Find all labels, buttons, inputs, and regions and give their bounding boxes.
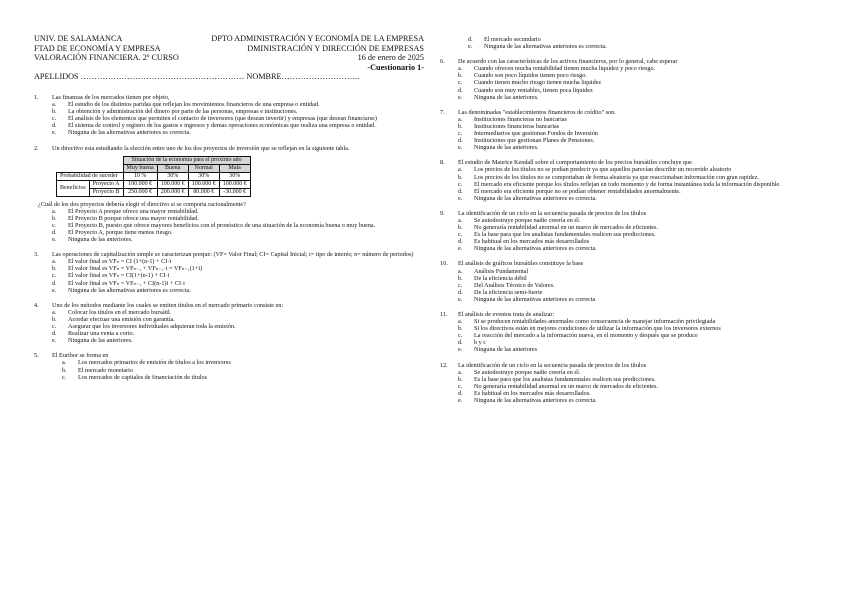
- option-letter: d.: [458, 339, 463, 347]
- option-letter: c.: [458, 231, 463, 239]
- university-name: UNIV. DE SALAMANCA: [34, 34, 123, 43]
- answer-option: [458, 224, 835, 231]
- options-list-q8: [440, 166, 835, 201]
- answer-option: [458, 94, 835, 101]
- table-cell: 30%: [188, 172, 219, 180]
- answer-option: [458, 346, 835, 353]
- question-stem: [440, 362, 835, 369]
- option-text: El valor final es VFₙ = CI (1+(n-1) + CI·i: [68, 258, 172, 266]
- option-text: Ninguna de las alternativas anteriores es correcta: [474, 295, 596, 303]
- option-text: Cuando son poco líquidos tienen poco riesgo.: [474, 72, 587, 80]
- question-stem: [440, 159, 835, 166]
- option-text: Del Análisis Técnico de Valores.: [474, 281, 555, 289]
- option-text: La obtención y administración del dinero por parte de las personas, empresas e instituciones.: [68, 108, 298, 116]
- option-letter: a.: [52, 258, 57, 266]
- course-name: VALORACIÓN FINANCIERA. 2º CURSO: [34, 53, 179, 63]
- option-letter: e.: [458, 93, 463, 101]
- option-text: Los precios de los títulos no se podían predecir ya que aquellos parecían describir un recorrido aleatorio: [474, 166, 732, 174]
- question-text: Un directivo esta estudiando la elección entre uno de los dos proyectos de inversión que se reflejan en la siguiente tabla.: [52, 144, 350, 152]
- question-number: 9.: [440, 209, 445, 217]
- table-row-label: Probabilidad de suceder: [57, 172, 124, 180]
- answer-option: [458, 174, 835, 181]
- question-stem: [34, 94, 424, 101]
- option-letter: e.: [458, 245, 463, 253]
- option-text: El Proyecto B, puesto que ofrece mayores beneficios con el pronóstico de una situación de la economía buena o muy buena.: [68, 221, 376, 229]
- option-letter: a.: [458, 368, 463, 376]
- options-list-q2: [34, 208, 424, 243]
- option-text: Ninguna de las alternativas anteriores es correcta.: [474, 397, 597, 405]
- question-number: 4.: [34, 301, 39, 309]
- option-letter: c.: [458, 382, 463, 390]
- option-text: Los mercados primarios de emisión de títulos a los inversores: [78, 359, 231, 367]
- option-text: Es la base para que los analistas fundamentales realicen sus predicciones.: [474, 375, 656, 383]
- question-text: Las finanzas de los mercados tienen por objeto,: [52, 93, 170, 101]
- option-letter: d.: [458, 137, 463, 145]
- option-letter: d.: [458, 389, 463, 397]
- option-letter: b.: [458, 274, 463, 282]
- option-letter: e.: [458, 397, 463, 405]
- answer-option: [458, 318, 835, 325]
- options-list-q6: [440, 65, 835, 100]
- answer-option: [458, 72, 835, 79]
- option-letter: a.: [458, 267, 463, 275]
- table-cell: 100.000 €: [123, 180, 157, 188]
- option-letter: d.: [458, 288, 463, 296]
- answer-option: [52, 258, 424, 265]
- option-letter: e.: [468, 43, 473, 51]
- option-letter: d.: [458, 187, 463, 195]
- header-row-2: [34, 44, 424, 54]
- answer-option: [52, 108, 424, 115]
- option-letter: a.: [458, 65, 463, 73]
- option-letter: c.: [52, 115, 57, 123]
- exam-subtitle: -Cuestionario 1-: [367, 62, 424, 72]
- answer-option: [62, 359, 424, 366]
- question-number: 5.: [34, 352, 39, 360]
- question-number: 11.: [440, 311, 448, 318]
- option-letter: d.: [458, 86, 463, 94]
- option-text: Colocar los títulos en el mercado bursátil.: [68, 308, 172, 316]
- option-text: Ninguna de las alternativas anteriores es correcta.: [484, 43, 607, 51]
- option-text: Ninguna de las anteriores.: [474, 144, 539, 152]
- option-letter: d.: [468, 36, 473, 43]
- department-name: DPTO ADMINISTRACIÓN Y ECONOMÍA DE LA EMPRESA: [211, 34, 424, 43]
- option-text: Instituciones financieras no bancarias: [474, 115, 567, 123]
- question-number: 1.: [34, 93, 39, 101]
- table-cell: [89, 164, 123, 172]
- options-list-q1: [34, 101, 424, 136]
- option-letter: e.: [52, 236, 57, 244]
- name-fields: APELLIDOS …………………………………………………… NOMBRE………………………..: [34, 72, 360, 82]
- option-text: Ninguna de las anteriores.: [68, 236, 133, 244]
- option-text: b y c: [474, 339, 487, 347]
- option-text: Análisis Fundamental: [474, 267, 529, 275]
- answer-option: [458, 195, 835, 202]
- left-column: [34, 34, 424, 381]
- answer-option: [458, 65, 835, 72]
- question-number: 10.: [440, 260, 448, 268]
- question-number: 7.: [440, 108, 445, 116]
- table-cell: 30%: [219, 172, 250, 180]
- header-row-3: [34, 53, 424, 63]
- option-letter: b.: [52, 108, 57, 116]
- option-text: La reacción del mercado a la información nueva, en el momento y después que se produce: [474, 332, 698, 340]
- question-stem: [34, 145, 424, 152]
- options-list-q11: [440, 318, 835, 353]
- option-text: Es la base para que los analistas fundamentales realicen sus predicciones.: [474, 231, 656, 239]
- option-letter: e.: [458, 295, 463, 303]
- option-letter: b.: [52, 265, 57, 273]
- answer-option: [468, 36, 835, 43]
- option-text: Cuando son muy rentables, tienen poca liquidez: [474, 86, 593, 94]
- option-letter: b.: [62, 366, 67, 374]
- question-stem: [440, 260, 835, 267]
- table-column-header: Muy buena: [123, 164, 157, 172]
- answer-option: [458, 275, 835, 282]
- option-text: El mercado secundario: [484, 36, 541, 43]
- answer-option: [52, 101, 424, 108]
- table-cell: 30%: [157, 172, 188, 180]
- answer-option: [458, 166, 835, 173]
- table-column-header: Normal: [188, 164, 219, 172]
- option-letter: c.: [458, 180, 463, 188]
- option-text: De la eficiencia débil: [474, 274, 527, 282]
- option-text: Es habitual en los mercados más desarrollados.: [474, 389, 591, 397]
- option-letter: e.: [458, 194, 463, 202]
- faculty-name: FTAD DE ECONOMÍA Y EMPRESA: [34, 43, 161, 53]
- option-text: Los mercados de capitales de financiación de títulos: [78, 373, 208, 381]
- option-letter: c.: [52, 221, 57, 229]
- answer-option: [52, 316, 424, 323]
- option-letter: c.: [52, 323, 57, 331]
- table-column-header: Mala: [219, 164, 250, 172]
- option-text: Ninguna de las alternativas anteriores es correcta.: [68, 129, 191, 137]
- answer-option: [458, 369, 835, 376]
- answer-option: [52, 309, 424, 316]
- answer-option: [52, 222, 424, 229]
- table-column-header: Buena: [157, 164, 188, 172]
- option-letter: a.: [52, 308, 57, 316]
- question-3: [34, 251, 424, 294]
- answer-option: [458, 123, 835, 130]
- table-row: [57, 164, 251, 172]
- answer-option: [458, 332, 835, 339]
- option-text: El valor final es VFₙ = VFₙ₋₁ + VFₙ₋₁·i = VFₙ₋₁(1+i): [68, 265, 203, 273]
- option-letter: b.: [458, 72, 463, 80]
- options-list-q9: [440, 217, 835, 252]
- option-letter: d.: [52, 229, 57, 236]
- option-text: El Proyecto A, porque tiene menos riesgo.: [68, 229, 173, 236]
- answer-option: [468, 43, 835, 50]
- answer-option: [458, 188, 835, 195]
- question-stem: [34, 302, 424, 309]
- question-4: [34, 302, 424, 345]
- question-text: Las operaciones de capitalización simple se caracterizan porque: (VF= Valor Final; CI= Capital Inicial; i= tipo de interés; n= número de periodos): [52, 251, 414, 259]
- question-stem: [440, 109, 835, 116]
- table-row: [57, 156, 251, 164]
- question-8: [440, 159, 835, 202]
- question-text: Uno de los métodos mediante los cuales se emiten títulos en el mercado primario consiste en:: [52, 301, 284, 309]
- option-letter: b.: [458, 224, 463, 232]
- option-text: Ninguna de las alternativas anteriores es correcta.: [474, 194, 597, 202]
- option-letter: d.: [52, 122, 57, 130]
- answer-option: [458, 245, 835, 252]
- table-row-label: Proyecto B: [89, 188, 123, 196]
- answer-option: [52, 215, 424, 222]
- option-text: Cuando tienen mucho riesgo tienen mucha liquidez: [474, 79, 602, 87]
- question-12: [440, 362, 835, 405]
- question-stem: [34, 352, 424, 359]
- answer-option: [52, 337, 424, 344]
- answer-option: [52, 122, 424, 129]
- option-letter: a.: [458, 166, 463, 174]
- question-text: El análisis de gráficos bursátiles constituye la base: [458, 260, 584, 268]
- option-letter: b.: [458, 325, 463, 333]
- answer-option: [52, 330, 424, 337]
- options-list-q5: [34, 359, 424, 380]
- table-header-situation: Situación de la economía para el próximo año: [123, 156, 250, 164]
- answer-option: [458, 397, 835, 404]
- option-text: Instituciones que gestionan Planes de Pensiones.: [474, 137, 595, 145]
- table-cell: 100.000 €: [157, 180, 188, 188]
- table-row-label: Proyecto A: [89, 180, 123, 188]
- answer-option: [458, 79, 835, 86]
- option-text: El mercado era eficiente porque los títulos reflejan en todo momento y de forma instantánea toda la información disponible.: [474, 180, 781, 188]
- option-letter: a.: [458, 115, 463, 123]
- answer-option: [458, 268, 835, 275]
- question-text: El análisis de eventos trata de analizar:: [458, 311, 555, 318]
- option-letter: a.: [52, 207, 57, 215]
- question-text: La identificación de un ciclo en la secuencia pasada de precios de los títulos: [458, 361, 647, 369]
- option-letter: a.: [458, 216, 463, 224]
- option-text: Ninguna de las alternativas anteriores es correcta.: [474, 245, 597, 253]
- option-letter: d.: [52, 279, 57, 287]
- answer-option: [52, 208, 424, 215]
- table-cell: 80.000 €: [188, 188, 219, 196]
- option-letter: d.: [52, 330, 57, 338]
- option-text: Los precios de los títulos no se comportaban de forma aleatoria ya que reaccionaban información con gran rapidez.: [474, 173, 759, 181]
- answer-option: [458, 376, 835, 383]
- exam-date: 16 de enero de 2025: [357, 53, 424, 63]
- header-row-4: [34, 63, 424, 73]
- answer-option: [458, 383, 835, 390]
- option-text: De la eficiencia semi-fuerte: [474, 288, 543, 296]
- table-cell: 100.000 €: [219, 180, 250, 188]
- table-cell: 250.000 €: [123, 188, 157, 196]
- option-text: El estudio de los distintos paridas que reflejan los movimientos financieros de una empresa o entidad.: [68, 101, 320, 109]
- options-list-q12: [440, 369, 835, 404]
- table-cell: [57, 164, 90, 172]
- area-name: DMINISTRACIÓN Y DIRECCIÓN DE EMPRESAS: [247, 43, 424, 53]
- question-text: El Euribor se forma en: [52, 352, 109, 360]
- option-text: Se autodestruye porque nadie creería en él.: [474, 216, 581, 224]
- option-text: Instituciones financieras bancarias: [474, 122, 560, 130]
- option-text: Acordar efectuar una emisión con garantía.: [68, 315, 175, 323]
- option-text: Realizar una venta a corto.: [68, 330, 135, 338]
- option-text: Es habitual en los mercados más desarrollados: [474, 238, 590, 246]
- option-text: El análisis de los elementos que permiten el contacto de inversores (que desean invertir) y empresas (que desean financiarse): [68, 115, 377, 123]
- table-cell: 10 %: [123, 172, 157, 180]
- option-text: Ninguna de las anteriores: [474, 346, 538, 354]
- option-letter: b.: [52, 315, 57, 323]
- option-letter: d.: [458, 238, 463, 246]
- answer-option: [458, 130, 835, 137]
- question-9: [440, 210, 835, 253]
- question-number: 3.: [34, 251, 39, 259]
- option-letter: c.: [458, 332, 463, 340]
- option-text: Ninguna de las alternativas anteriores es correcta.: [68, 286, 191, 294]
- option-letter: e.: [52, 337, 57, 345]
- table-cell: [57, 156, 90, 164]
- question-stem: [440, 311, 835, 318]
- question-6: [440, 58, 835, 101]
- options-list-q7: [440, 116, 835, 151]
- question-2: [34, 145, 424, 244]
- option-letter: a.: [52, 101, 57, 109]
- option-letter: b.: [458, 122, 463, 130]
- question-number: 6.: [440, 58, 445, 66]
- option-letter: c.: [458, 79, 463, 87]
- answer-option: [52, 280, 424, 287]
- option-text: Se autodestruye porque nadie creería en él.: [474, 368, 581, 376]
- answer-option: [458, 282, 835, 289]
- question-prompt: ¿Cuál de los dos proyectos debería elegir el directivo si se comporta racionalmente?: [38, 200, 246, 208]
- option-letter: a.: [458, 318, 463, 326]
- question-text: El estudio de Maurice Kendall sobre el comportamiento de los precios bursátiles concluye que: [458, 159, 692, 167]
- question-text: Las denominadas "establecimientos financieros de crédito" son.: [458, 108, 616, 116]
- answer-option: [458, 181, 835, 188]
- option-letter: c.: [458, 130, 463, 138]
- answer-option: [52, 265, 424, 272]
- option-text: El sistema de control y registro de los gastos e ingresos y demas operaciones económicas que realiza una empresa o entidad.: [68, 122, 376, 130]
- option-text: No generaría rentabilidad anormal en un marco de mercados de eficientes.: [474, 382, 658, 390]
- options-list-q3: [34, 258, 424, 293]
- answer-option: [458, 296, 835, 303]
- option-text: No generaría rentabilidad anormal en un marco de mercados de eficientes.: [474, 224, 658, 232]
- option-letter: c.: [458, 281, 463, 289]
- option-text: El valor final es VFₙ = VFₙ₋₁ + CI(n-1)i + CI·i: [68, 279, 185, 287]
- question-number: 12.: [440, 361, 448, 369]
- option-letter: e.: [52, 129, 57, 137]
- options-list-q5: [440, 36, 835, 50]
- table-cell: 100.000 €: [188, 180, 219, 188]
- answer-option: [458, 289, 835, 296]
- answer-option: [62, 367, 424, 374]
- option-text: Si se producen rentabilidades anormales como consecuencia de manejar información privilegiada: [474, 318, 716, 326]
- answer-option: [52, 323, 424, 330]
- option-letter: b.: [458, 375, 463, 383]
- answer-option: [52, 287, 424, 294]
- question-10: [440, 260, 835, 303]
- option-letter: e.: [52, 286, 57, 294]
- question-7: [440, 109, 835, 152]
- option-text: Si los directivos están en mejores condiciones de utilizar la información que los inversores externos: [474, 325, 721, 333]
- table-cell: 200.000 €: [157, 188, 188, 196]
- option-letter: c.: [52, 272, 57, 280]
- options-list-q4: [34, 309, 424, 344]
- answer-option: [52, 229, 424, 236]
- question-text: De acuerdo con las características de los activos financieros, por lo general, cabe esperar: [458, 58, 678, 66]
- question-5: [34, 352, 424, 380]
- option-letter: e.: [458, 346, 463, 354]
- table-row: [57, 180, 251, 188]
- option-text: El Proyecto A porque ofrece una mayor rentabilidad.: [68, 207, 199, 215]
- option-text: El valor final es VFₙ = CI(1+(n-1) + CI·i: [68, 272, 170, 280]
- answer-option: [52, 236, 424, 243]
- answer-option: [458, 325, 835, 332]
- option-letter: b.: [52, 214, 57, 222]
- option-text: El mercado monetario: [78, 366, 133, 374]
- option-letter: a.: [62, 359, 67, 367]
- option-letter: c.: [62, 373, 67, 381]
- question-stem: [440, 210, 835, 217]
- table-cell: -30.000 €: [219, 188, 250, 196]
- answer-option: [458, 217, 835, 224]
- answer-option: [458, 137, 835, 144]
- question-stem: [34, 251, 424, 258]
- option-text: El mercado era eficiente porque no se podían obtener rentabilidades anormalmente.: [474, 187, 681, 195]
- answer-option: [52, 115, 424, 122]
- answer-option: [458, 87, 835, 94]
- question-5-continued: [440, 36, 835, 50]
- option-letter: b.: [458, 173, 463, 181]
- answer-option: [52, 272, 424, 279]
- answer-option: [458, 339, 835, 346]
- option-text: Ninguna de las anteriores.: [474, 93, 539, 101]
- table-row: [57, 172, 251, 180]
- option-text: Cuando ofrecen mucha rentabilidad tienen mucha liquidez y poco riesgo.: [474, 65, 656, 73]
- table-row-label: Beneficios: [57, 180, 90, 196]
- question-stem: [440, 58, 835, 65]
- option-text: Intermediarios que gestionan Fondos de Inversión: [474, 130, 598, 138]
- answer-option: [458, 116, 835, 123]
- answer-option: [458, 390, 835, 397]
- question-1: [34, 94, 424, 137]
- right-column: [440, 36, 835, 404]
- economy-scenario-table: [56, 156, 251, 197]
- question-11: [440, 311, 835, 354]
- option-text: Asegurar que los inversores individuales adquieran toda la emisión.: [68, 323, 236, 331]
- answer-option: [52, 129, 424, 136]
- options-list-q10: [440, 268, 835, 303]
- option-text: Ninguna de las anteriores.: [68, 337, 133, 345]
- question-number: 8.: [440, 159, 445, 167]
- header-row-1: [34, 34, 424, 44]
- answer-option: [458, 238, 835, 245]
- option-text: El Proyecto B porque ofrece una mayor rentabilidad.: [68, 214, 199, 222]
- answer-option: [62, 374, 424, 381]
- answer-option: [458, 231, 835, 238]
- question-text: La identificación de un ciclo en la secuencia pasada de precios de los títulos: [458, 209, 647, 217]
- answer-option: [458, 144, 835, 151]
- table-cell: [89, 156, 123, 164]
- question-number: 2.: [34, 144, 39, 152]
- option-letter: e.: [458, 144, 463, 152]
